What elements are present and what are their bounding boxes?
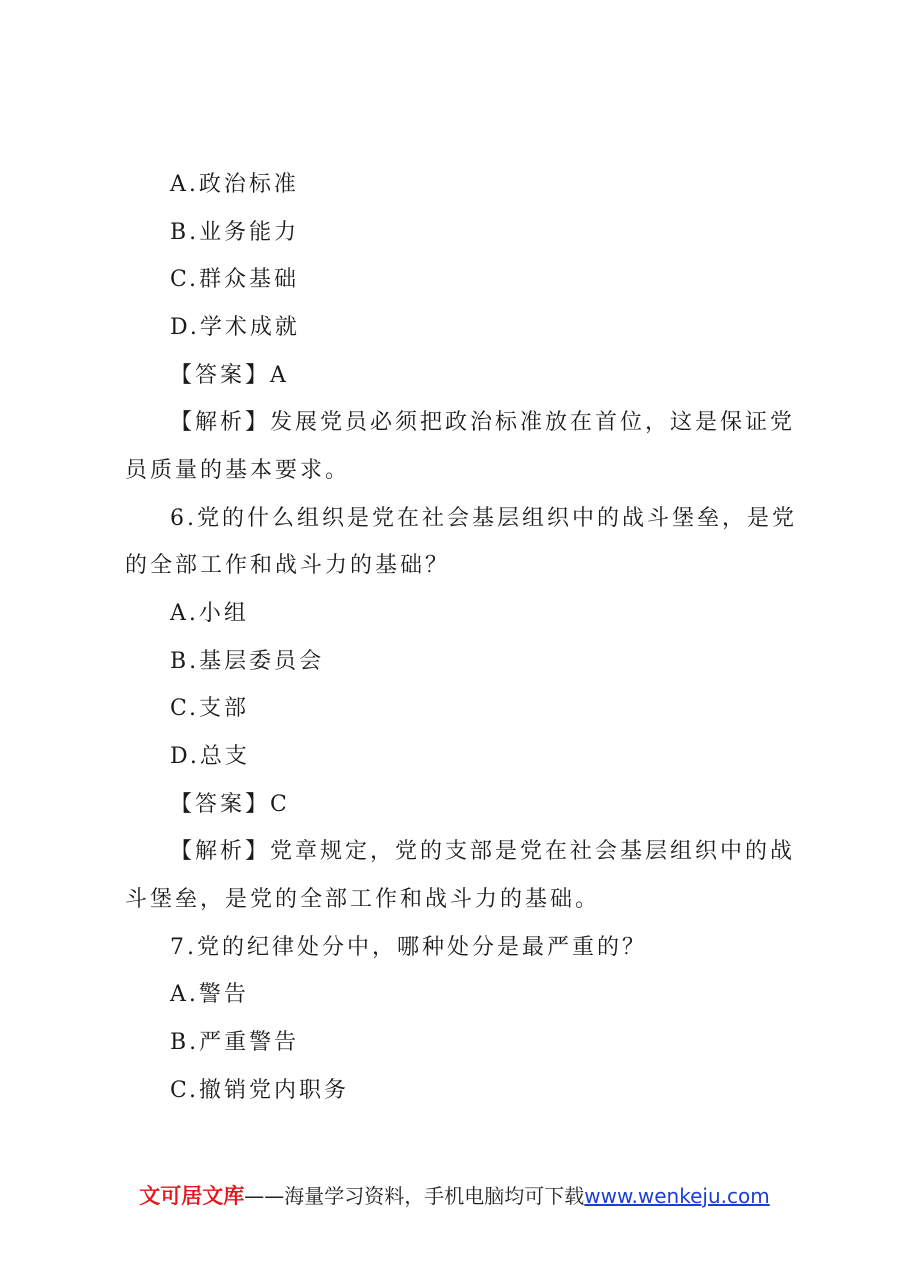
option-b: B.业务能力 xyxy=(170,220,300,245)
footer-site-link[interactable]: www.wenkeju.com xyxy=(584,1184,770,1208)
q6-analysis-line-1: 【解析】党章规定，党的支部是党在社会基层组织中的战 xyxy=(170,839,796,864)
option-c: C.群众基础 xyxy=(170,267,300,292)
analysis-line-2: 员质量的基本要求。 xyxy=(125,458,351,483)
q6-option-c: C.支部 xyxy=(170,696,250,721)
option-d: D.学术成就 xyxy=(170,315,300,340)
question-7: 7.党的纪律处分中，哪种处分是最严重的？ xyxy=(170,935,647,960)
q6-answer: 【答案】C xyxy=(170,792,290,817)
option-a: A.政治标准 xyxy=(170,172,299,197)
q7-option-b: B.严重警告 xyxy=(170,1030,300,1055)
footer-brand: 文可居文库 xyxy=(139,1184,245,1208)
footer-slogan: ——海量学习资料，手机电脑均可下载 xyxy=(244,1184,585,1208)
q6-option-a: A.小组 xyxy=(170,601,249,626)
question-6-line-1: 6.党的什么组织是党在社会基层组织中的战斗堡垒，是党 xyxy=(170,506,797,531)
q6-analysis-line-2: 斗堡垒，是党的全部工作和战斗力的基础。 xyxy=(125,887,601,912)
q6-option-b: B.基层委员会 xyxy=(170,649,325,674)
analysis-line-1: 【解析】发展党员必须把政治标准放在首位，这是保证党 xyxy=(170,410,796,435)
answer: 【答案】A xyxy=(170,363,289,388)
q7-option-a: A.警告 xyxy=(170,982,249,1007)
q6-option-d: D.总支 xyxy=(170,744,250,769)
question-6-line-2: 的全部工作和战斗力的基础？ xyxy=(125,553,451,578)
footer-banner xyxy=(0,1182,909,1210)
q7-option-c: C.撤销党内职务 xyxy=(170,1078,350,1103)
